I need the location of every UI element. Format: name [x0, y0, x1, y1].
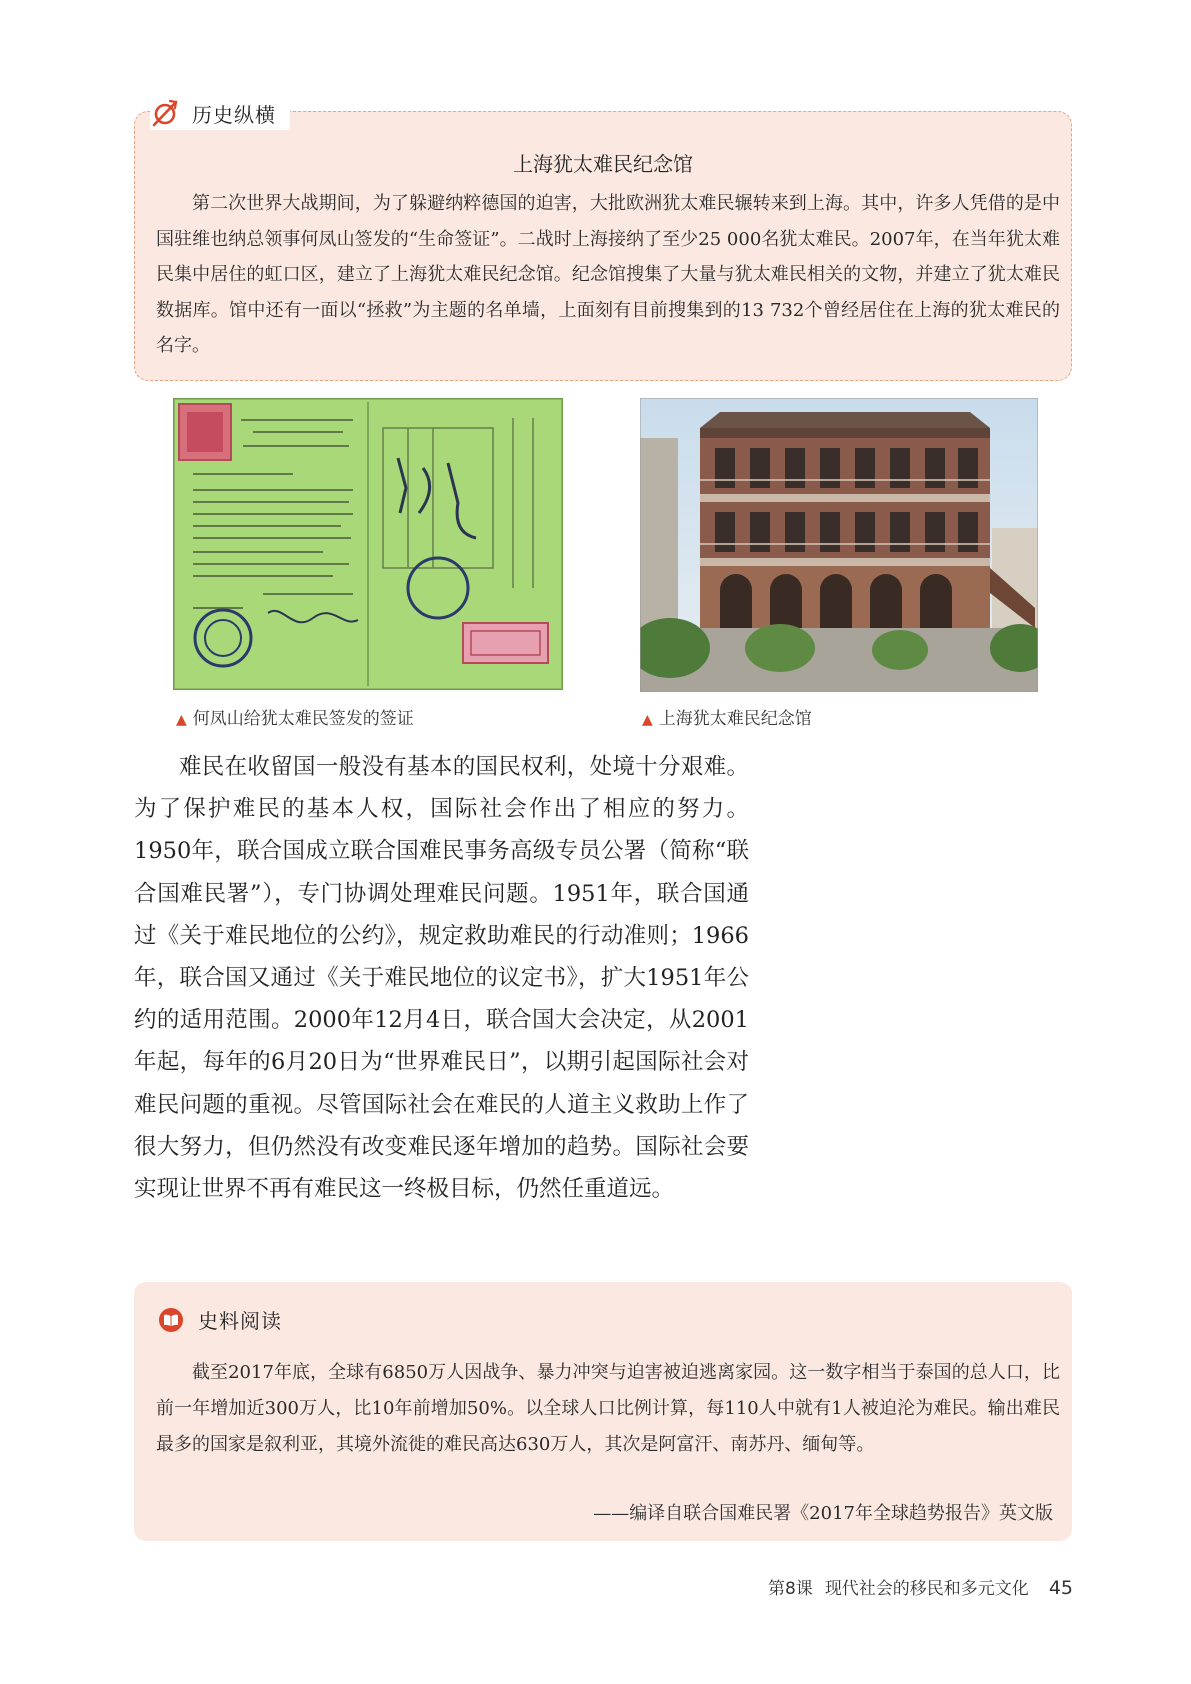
main-paragraph: 难民在收留国一般没有基本的国民权利，处境十分艰难。为了保护难民的基本人权，国际社会作出了相应的努力。1950年，联合国成立联合国难民事务高级专员公署（简称“联合国难民署”），专门协调处理难民问题。1951年，联合国通过《关于难民地位的公约》，规定救助难民的行动准则；1966年，联合国又通过《关于难民地位的议定书》，扩大1951年公约的适用范围。2000年12月4日，联合国大会决定，从2001年起，每年的6月20日为“世界难民日”，以期引起国际社会对难民问题的重视。尽管国际社会在难民的人道主义救助上作了很大努力，但仍然没有改变难民逐年增加的趋势。国际社会要实现让世界不再有难民这一终极目标，仍然任重道远。: [134, 754, 749, 1203]
history-box-title: 上海犹太难民纪念馆: [513, 152, 693, 176]
history-box-body: 第二次世界大战期间，为了躲避纳粹德国的迫害，大批欧洲犹太难民辗转来到上海。其中，许多人凭借的是中国驻维也纳总领事何凤山签发的“生命签证”。二战时上海接纳了至少25 000名犹太难民。2007年，在当年犹太难民集中居住的虹口区，建立了上海犹太难民纪念馆。纪念馆搜集了大量与犹太难民相关的文物，并建立了犹太难民数据库。馆中还有一面以“拯救”为主题的名单墙，上面刻有目前搜集到的13 732个曾经居住在上海的犹太难民的名字。: [156, 193, 1060, 356]
reading-box-source: ——编译自联合国难民署《2017年全球趋势报告》英文版: [593, 1503, 1053, 1524]
open-book-icon: [158, 1307, 184, 1333]
caption-triangle-icon: ▲: [176, 712, 187, 728]
reading-box-header: [158, 1305, 282, 1334]
history-box-heading: 历史纵横: [192, 102, 276, 127]
reading-box-heading: 史料阅读: [198, 1309, 282, 1333]
history-box-header: [150, 96, 290, 130]
history-compass-icon: [150, 98, 180, 128]
memorial-hall-caption: ▲ 上海犹太难民纪念馆: [642, 709, 812, 729]
footer-lesson: 第8课: [767, 1579, 813, 1599]
visa-caption: ▲ 何凤山给犹太难民签发的签证: [176, 709, 414, 729]
page-number: 45: [1048, 1577, 1073, 1599]
page-footer: [768, 1574, 1073, 1599]
caption-triangle-icon: ▲: [642, 712, 653, 728]
memorial-hall-photo: [640, 398, 1038, 692]
reading-box-body: 截至2017年底，全球有6850万人因战争、暴力冲突与迫害被迫逃离家园。这一数字相当于泰国的总人口，比前一年增加近300万人，比10年前增加50%。以全球人口比例计算，每110人中就有1人被迫沦为难民。输出难民最多的国家是叙利亚，其境外流徙的难民高达630万人，其次是阿富汗、南苏丹、缅甸等。: [156, 1362, 1060, 1455]
visa-photo: [173, 398, 563, 690]
footer-lesson-title: 现代社会的移民和多元文化: [824, 1579, 1029, 1599]
